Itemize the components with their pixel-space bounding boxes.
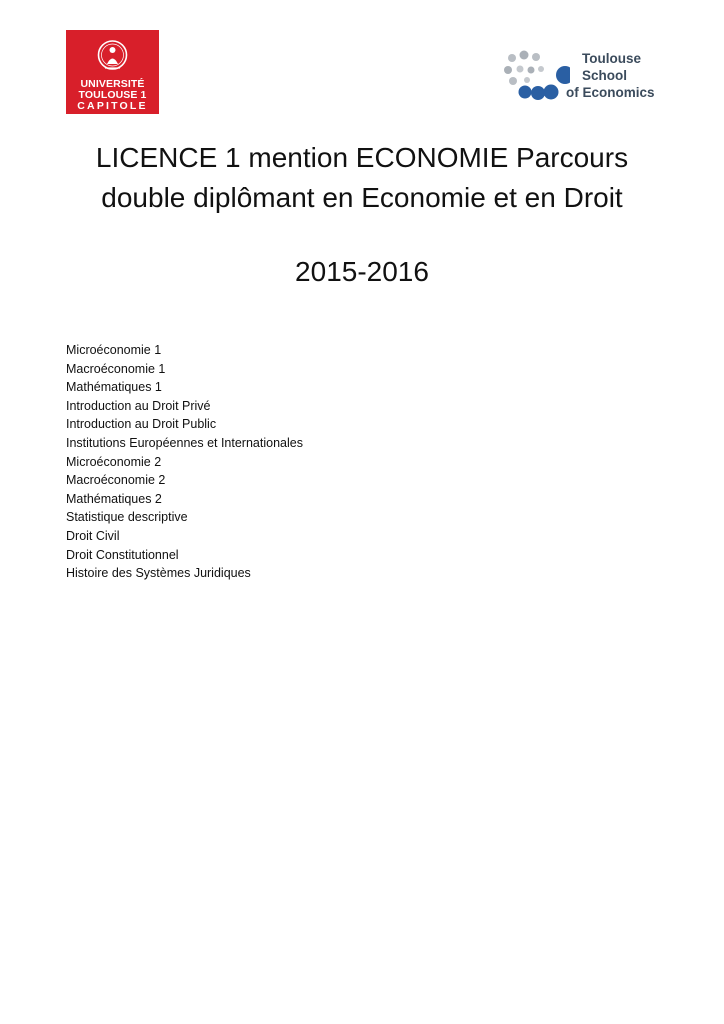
- tse-logo: [500, 48, 665, 108]
- ut1-line-1: UNIVERSITÉ: [80, 78, 145, 90]
- document-title: [40, 138, 684, 218]
- course-item: Macroéconomie 1: [66, 361, 166, 376]
- course-item: Droit Civil: [66, 528, 120, 543]
- tse-dots-icon: [500, 48, 570, 108]
- university-seal-icon: [96, 38, 129, 76]
- course-item: Microéconomie 1: [66, 343, 162, 357]
- tse-line-3: of Economics: [566, 85, 655, 100]
- title-line-2: double diplômant en Economie et en Droit: [101, 182, 623, 213]
- course-item: Droit Constitutionnel: [66, 547, 179, 562]
- course-item: Institutions Européennes et Internationales: [66, 435, 303, 450]
- course-item: Introduction au Droit Privé: [66, 398, 211, 413]
- course-item: Histoire des Systèmes Juridiques: [66, 566, 251, 581]
- ut1-capitole-logo: [66, 30, 159, 114]
- course-item: Statistique descriptive: [66, 510, 188, 525]
- tse-line-1: Toulouse: [582, 51, 641, 66]
- course-item: Microéconomie 2: [66, 454, 162, 469]
- ut1-line-2: TOULOUSE 1: [78, 89, 147, 101]
- course-item: Mathématiques 1: [66, 380, 162, 395]
- course-item: Macroéconomie 2: [66, 473, 166, 488]
- title-line-1: LICENCE 1 mention ECONOMIE Parcours: [95, 142, 629, 173]
- course-list: [66, 341, 303, 583]
- tse-line-2: School: [582, 68, 628, 83]
- ut1-line-3: CAPITOLE: [77, 100, 148, 112]
- course-item: Mathématiques 2: [66, 491, 162, 506]
- course-item: Introduction au Droit Public: [66, 417, 217, 432]
- academic-year: 2015-2016: [295, 256, 429, 287]
